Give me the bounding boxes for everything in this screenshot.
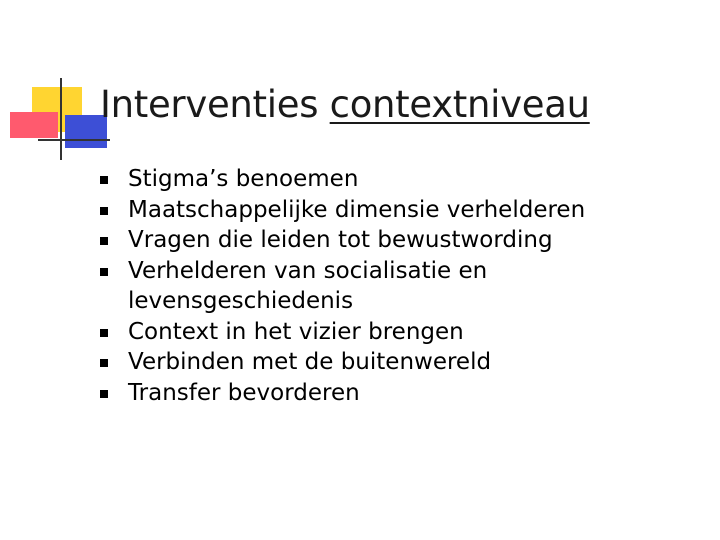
deco-red-bar xyxy=(10,112,58,138)
square-bullet-icon xyxy=(100,359,108,367)
bullet-item xyxy=(98,347,698,378)
bullet-text: Stigma’s benoemen xyxy=(128,166,359,192)
bullet-item xyxy=(98,195,698,226)
square-bullet-icon xyxy=(100,390,108,398)
title-decoration xyxy=(0,0,110,170)
bullet-list xyxy=(98,164,698,408)
square-bullet-icon xyxy=(100,268,108,276)
square-bullet-icon xyxy=(100,176,108,184)
slide-title xyxy=(100,80,590,130)
bullet-text: Transfer bevorderen xyxy=(128,379,360,406)
bullet-text: Verbinden met de buitenwereld xyxy=(128,349,492,375)
bullet-text: Context in het vizier brengen xyxy=(128,318,464,345)
bullet-item xyxy=(98,378,698,409)
bullet-item xyxy=(98,225,698,256)
square-bullet-icon xyxy=(100,237,108,245)
square-bullet-icon xyxy=(100,329,108,337)
bullet-text: Vragen die leiden tot bewustwording xyxy=(128,227,553,253)
title-text-main: Interventies xyxy=(100,83,330,126)
square-bullet-icon xyxy=(100,207,108,215)
title-text-underlined: contextniveau xyxy=(329,83,590,126)
bullet-item xyxy=(98,317,698,348)
bullet-text: Verhelderen van socialisatie en levensgeschiedenis xyxy=(128,257,488,314)
bullet-item xyxy=(98,256,698,317)
bullet-item xyxy=(98,164,698,195)
bullet-text: Maatschappelijke dimensie verhelderen xyxy=(128,196,586,223)
